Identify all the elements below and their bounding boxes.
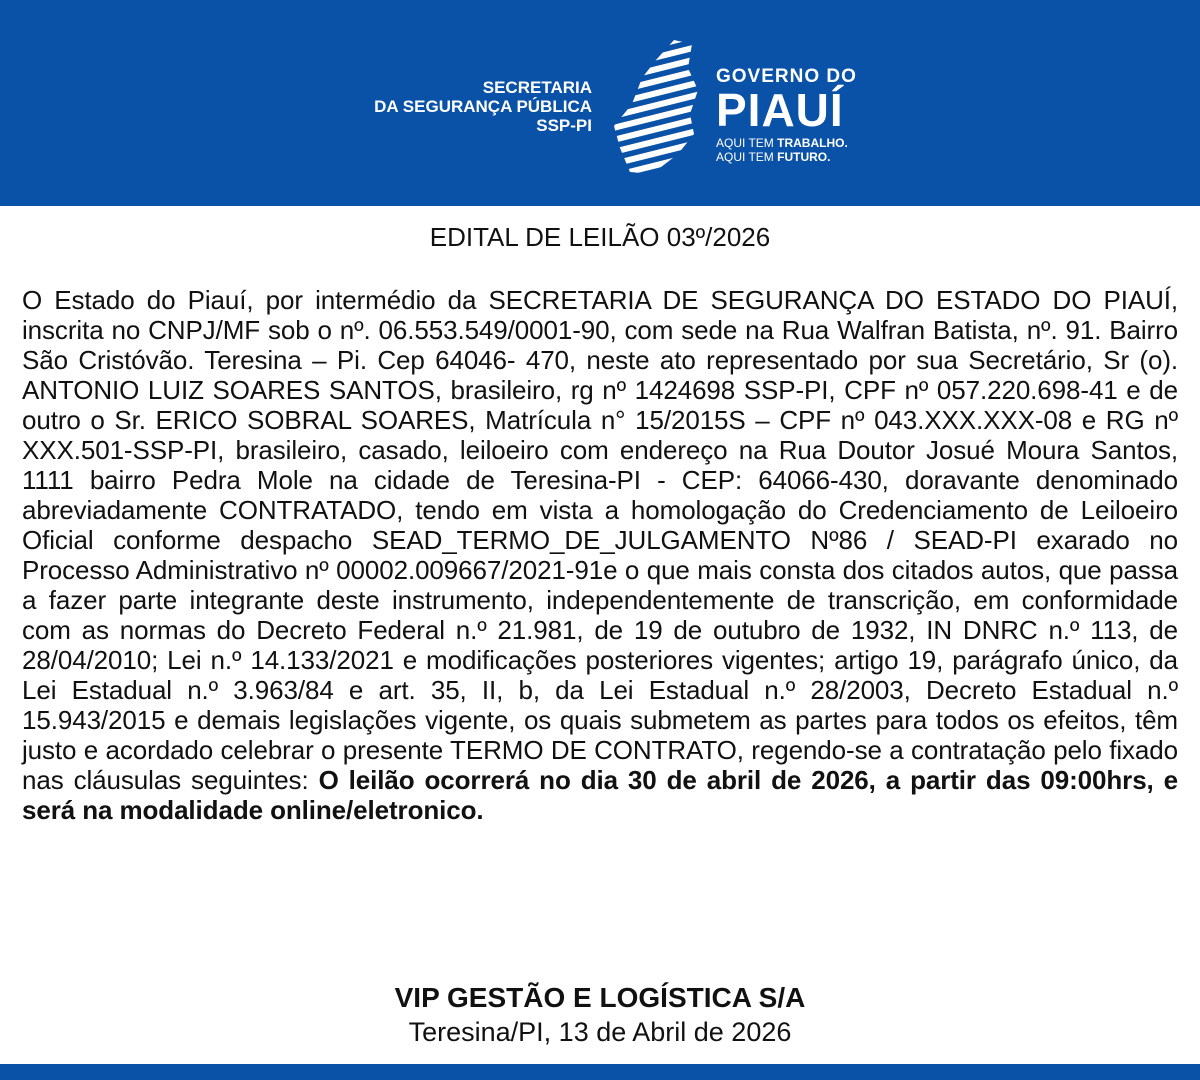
document-title: EDITAL DE LEILÃO 03º/2026 bbox=[429, 222, 771, 252]
ssp-line-1: SECRETARIA bbox=[482, 78, 592, 97]
piaui-wordmark: PIAUÍ bbox=[716, 84, 844, 136]
ssp-line-2: DA SEGURANÇA PÚBLICA bbox=[374, 97, 592, 116]
footer-bar bbox=[0, 1064, 1200, 1080]
governo-do-label: GOVERNO DO bbox=[716, 66, 857, 87]
auction-date-notice: O leilão ocorrerá no dia 30 de abril de 2026, a partir das 09:00hrs, e será na modalidade online/eletronico. bbox=[22, 765, 1179, 825]
piaui-striped-map-icon bbox=[612, 38, 702, 178]
place-and-date: Teresina/PI, 13 de Abril de 2026 bbox=[408, 1017, 792, 1047]
ssp-line-3: SSP-PI bbox=[536, 116, 592, 135]
governo-piaui-logo bbox=[716, 66, 857, 164]
ssp-logo-text bbox=[374, 78, 592, 135]
slogan-2-bold: FUTURO. bbox=[777, 150, 831, 164]
slogan-line-2 bbox=[716, 150, 857, 164]
slogan-2-prefix: AQUI TEM bbox=[716, 150, 774, 164]
header-banner bbox=[0, 0, 1200, 206]
document-body bbox=[22, 285, 1178, 825]
slogan-1-bold: TRABALHO. bbox=[777, 136, 848, 150]
company-name: VIP GESTÃO E LOGÍSTICA S/A bbox=[394, 982, 806, 1013]
slogan-line-1 bbox=[716, 136, 857, 150]
body-paragraph: O Estado do Piauí, por intermédio da SECRETARIA DE SEGURANÇA DO ESTADO DO PIAUÍ, inscrita no CNPJ/MF sob o nº. 06.553.549/0001-90, com sede na Rua Walfran Batista, nº. 91. Bairro São Cristóvão. Teresina – Pi. Cep 64046- 470, neste ato representado por sua Secretário, Sr (o). ANTONIO LUIZ SOARES SANTOS, brasileiro, rg nº 1424698 SSP-PI, CPF nº 057.220.698-41 e de outro o Sr. ERICO SOBRAL SOARES, Matrícula n° 15/2015S – CPF nº 043.XXX.XXX-08 e RG nº XXX.501-SSP-PI, brasileiro, casado, leiloeiro com endereço na Rua Doutor Josué Moura Santos, 1111 bairro Pedra Mole na cidade de Teresina-PI - CEP: 64066-430, doravante denominado abreviadamente CONTRATADO, tendo em vista a homologação do Credenciamento de Leiloeiro Oficial conforme despacho SEAD_TERMO_DE_JULGAMENTO Nº86 / SEAD-PI exarado no Processo Administrativo nº 00002.009667/2021-91e o que mais consta dos citados autos, que passa a fazer parte integrante deste instrumento, independentemente de transcrição, em conformidade com as normas do Decreto Federal n.º 21.981, de 19 de outubro de 1932, IN DNRC n.º 113, de 28/04/2010; Lei n.º 14.133/2021 e modificações posteriores vigentes; artigo 19, parágrafo único, da Lei Estadual n.º 3.963/84 e art. 35, II, b, da Lei Estadual n.º 28/2003, Decreto Estadual n.º 15.943/2015 e demais legislações vigente, os quais submetem as partes para todos os efeitos, têm justo e acordado celebrar o presente TERMO DE CONTRATO, regendo-se a contratação pelo fixado nas cláusulas seguintes: bbox=[22, 285, 1178, 795]
slogan-1-prefix: AQUI TEM bbox=[716, 136, 774, 150]
